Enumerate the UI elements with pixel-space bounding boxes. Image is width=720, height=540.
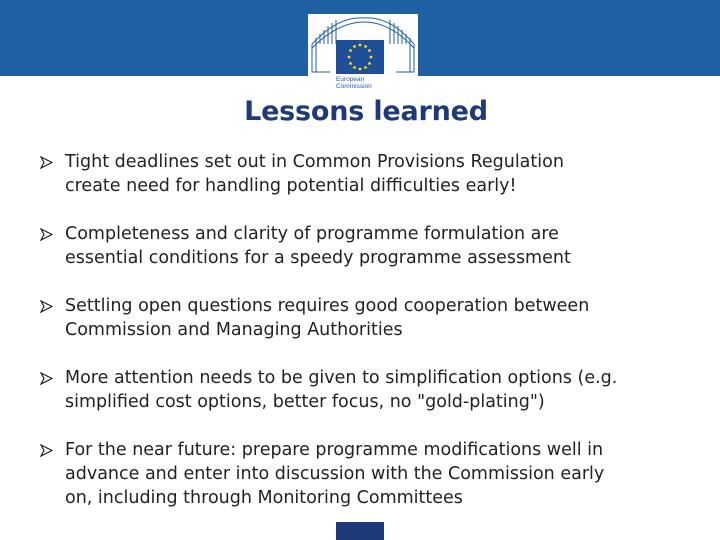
bullet-item (40, 366, 712, 414)
logo-text-line1: European (336, 76, 365, 83)
bullet-line: create need for handling potential difficulties early! (65, 176, 517, 196)
slide-title: Lessons learned (244, 96, 488, 127)
bullet-line: Commission and Managing Authorities (65, 320, 403, 340)
bullet-item (40, 222, 712, 270)
bullet-line: on, including through Monitoring Committees (65, 488, 463, 508)
arrowhead-bullet-icon (40, 372, 53, 385)
bullet-line: Tight deadlines set out in Common Provisions Regulation (65, 152, 564, 172)
bullet-line: simplified cost options, better focus, no "gold-plating") (65, 392, 545, 412)
arrowhead-bullet-icon (40, 156, 53, 169)
bullet-line: essential conditions for a speedy programme assessment (65, 248, 571, 268)
bullet-line: More attention needs to be given to simplification options (e.g. (65, 368, 618, 388)
bullet-line: advance and enter into discussion with the Commission early (65, 464, 605, 484)
footer-bar (336, 522, 384, 540)
arrowhead-bullet-icon (40, 444, 53, 457)
logo-text-line2: Commission (336, 83, 372, 90)
bullet-item (40, 294, 712, 342)
bullet-line: Completeness and clarity of programme formulation are (65, 224, 559, 244)
bullet-item (40, 150, 712, 198)
bullet-line: For the near future: prepare programme modifications well in (65, 440, 604, 460)
european-commission-logo (308, 14, 418, 98)
arrowhead-bullet-icon (40, 300, 53, 313)
bullet-item (40, 438, 712, 510)
bullet-line: Settling open questions requires good cooperation between (65, 296, 590, 316)
bullet-list (40, 150, 712, 534)
arrowhead-bullet-icon (40, 228, 53, 241)
